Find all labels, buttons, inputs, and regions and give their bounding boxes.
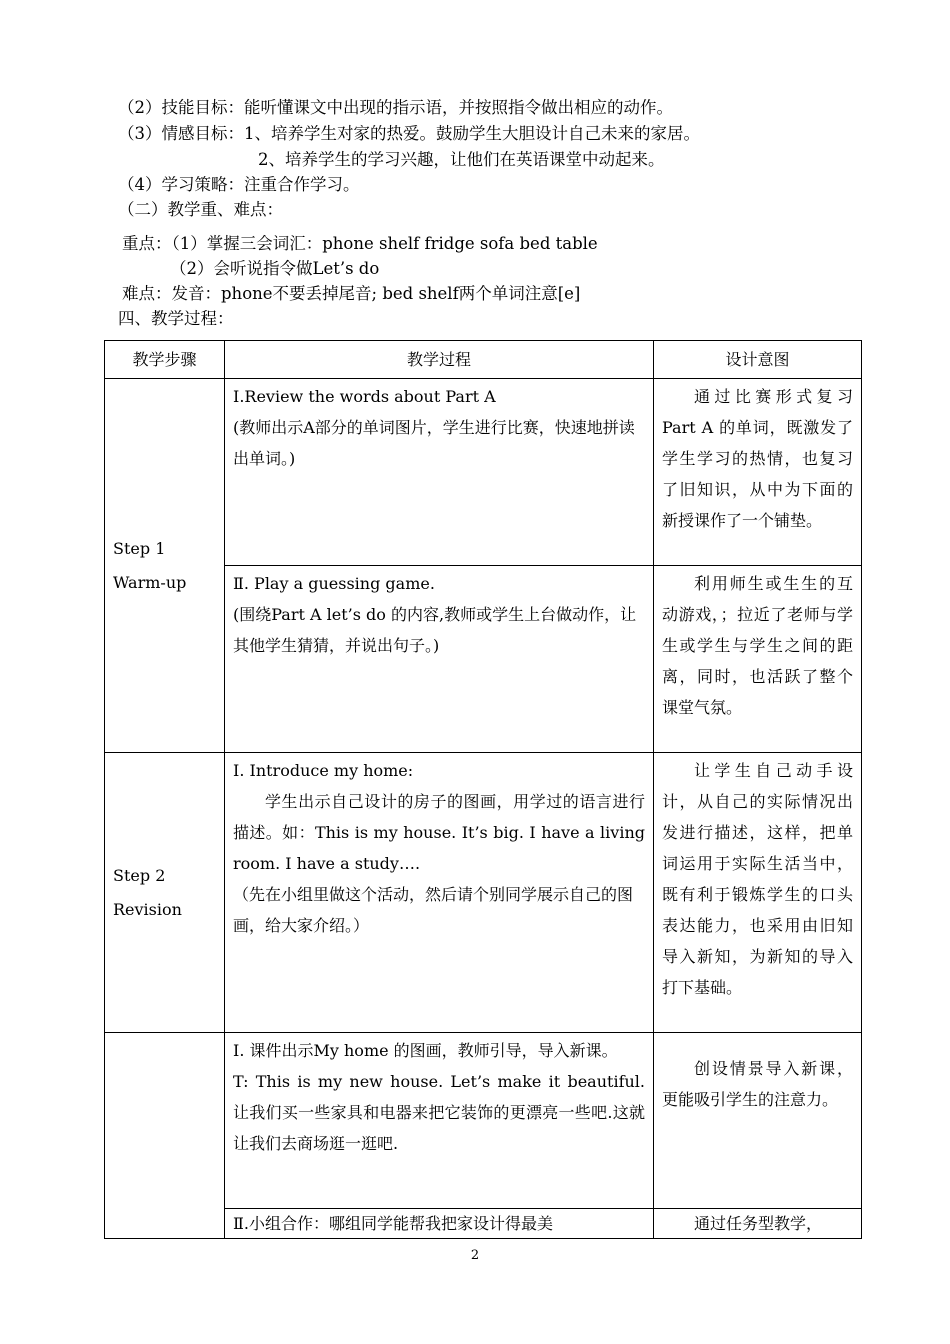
key-points-heading: （二）教学重、难点： (118, 200, 283, 219)
step-3-cell (105, 1033, 225, 1239)
step-1-process-1 (225, 379, 654, 566)
step-1-name: Step 1 (113, 539, 166, 558)
process-text: Ⅰ. Introduce my home: (233, 761, 414, 780)
header-steps: 教学步骤 (105, 341, 225, 379)
lesson-plan-table (104, 340, 862, 1239)
step-1-intent-1 (654, 379, 862, 566)
process-text: (教师出示A部分的单词图片，学生进行比赛，快速地拼读出单词。) (233, 418, 635, 468)
step-2-name: Step 2 (113, 866, 166, 885)
process-text: T: This is my new house. Let’s make it beautiful. 让我们买一些家具和电器来把它装饰的更漂亮一些吧.这就让我们去商场逛一逛吧. (233, 1072, 645, 1153)
intent-text: 通过任务型教学， (694, 1214, 823, 1233)
header-intent: 设计意图 (654, 341, 862, 379)
page-number: 2 (470, 1248, 480, 1263)
step-3-process-2 (225, 1209, 654, 1239)
emotion-goal-line-2: 2、培养学生的学习兴趣，让他们在英语课堂中动起来。 (258, 150, 665, 169)
table-row (105, 379, 862, 566)
step-3-process-1 (225, 1033, 654, 1209)
step-1-cell (105, 379, 225, 753)
step-2-intent (654, 753, 862, 1033)
table-row (105, 1033, 862, 1209)
step-2-cell (105, 753, 225, 1033)
teaching-process-heading: 四、教学过程： (118, 309, 234, 328)
step-1-sub: Warm-up (113, 573, 187, 592)
header-process: 教学过程 (225, 341, 654, 379)
process-text: (围绕Part A let’s do 的内容,教师或学生上台做动作，让其他学生猜猜，并说出句子。) (233, 605, 637, 655)
intent-text: 创设情景导入新课，更能吸引学生的注意力。 (662, 1059, 853, 1109)
step-3-intent-1 (654, 1033, 862, 1209)
intent-text: 让学生自己动手设计，从自己的实际情况出发进行描述，这样，把单词运用于实际生活当中，既有利于锻炼学生的口头表达能力，也采用由旧知导入新知，为新知的导入打下基础。 (662, 761, 853, 997)
emotion-goal-line: （3）情感目标：1、培养学生对家的热爱。鼓励学生大胆设计自己未来的家居。 (118, 124, 700, 143)
key-point-1: 重点：（1）掌握三会词汇：phone shelf fridge sofa bed table (122, 234, 598, 253)
process-text: （先在小组里做这个活动，然后请个别同学展示自己的图画，给大家介绍。） (233, 885, 634, 935)
step-2-sub: Revision (113, 900, 182, 919)
intent-text: 通过比赛形式复习Part A 的单词，既激发了学生学习的热情，也复习了旧知识，从中为下面的新授课作了一个铺垫。 (662, 387, 853, 530)
table-row (105, 753, 862, 1033)
learning-strategy-line: （4）学习策略：注重合作学习。 (118, 175, 360, 194)
process-text: Ⅰ.Review the words about Part A (233, 387, 496, 406)
process-text: Ⅱ.小组合作：哪组同学能帮我把家设计得最美 (233, 1214, 553, 1233)
step-2-process (225, 753, 654, 1033)
skill-goal-line: （2）技能目标：能听懂课文中出现的指示语，并按照指令做出相应的动作。 (118, 98, 673, 117)
key-point-2: （2）会听说指令做Let’s do (170, 259, 380, 278)
step-3-intent-2 (654, 1209, 862, 1239)
process-text: 学生出示自己设计的房子的图画，用学过的语言进行描述。如：This is my house. It’s big. I have a living room. I have a study…. (233, 792, 645, 873)
intent-text: 利用师生或生生的互动游戏，；拉近了老师与学生或学生与学生之间的距离，同时，也活跃了整个课堂气氛。 (662, 574, 853, 717)
step-1-process-2 (225, 566, 654, 753)
step-1-intent-2 (654, 566, 862, 753)
table-header-row (105, 341, 862, 379)
process-text: Ⅰ. 课件出示My home 的图画，教师引导，导入新课。 (233, 1041, 618, 1060)
process-text: Ⅱ. Play a guessing game. (233, 574, 435, 593)
difficulty-line: 难点：发音：phone不要丢掉尾音; bed shelf两个单词注意[e] (122, 284, 581, 303)
